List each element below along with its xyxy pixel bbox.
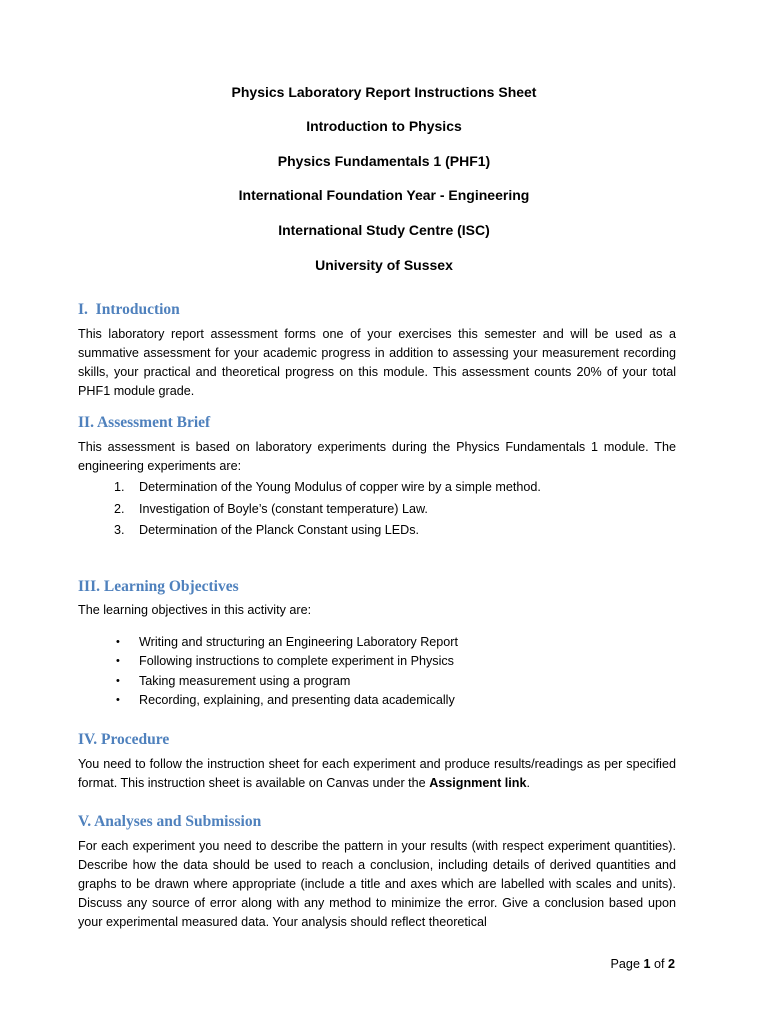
list-item bbox=[78, 691, 676, 710]
list-item bbox=[78, 652, 676, 671]
assessment-brief-paragraph: This assessment is based on laboratory experiments during the Physics Fundamentals 1 module. The engineering experiments are: bbox=[78, 440, 676, 474]
bullet-icon: • bbox=[116, 655, 120, 668]
centre-title: International Study Centre (ISC) bbox=[278, 222, 490, 238]
section-heading-learning-objectives bbox=[78, 577, 239, 597]
of-word: of bbox=[653, 957, 665, 971]
experiments-list bbox=[78, 477, 676, 542]
section-heading-assessment-brief bbox=[78, 413, 210, 433]
list-item bbox=[78, 633, 676, 652]
programme-title: International Foundation Year - Engineering bbox=[238, 187, 530, 203]
introduction-paragraph: This laboratory report assessment forms one of your exercises this semester and will be used as a summative assessment for your academic progress in addition to assessing your measurement recording skills, your practical and theoretical progress on this module. This assessment counts 20% of your total PHF1 module grade. bbox=[78, 327, 676, 399]
list-item-text: Determination of the Planck Constant using LEDs. bbox=[139, 523, 420, 537]
section-title: Assessment Brief bbox=[96, 414, 211, 431]
section-heading-introduction bbox=[78, 300, 180, 320]
section-title: Introduction bbox=[95, 301, 180, 318]
bullet-icon: • bbox=[116, 674, 120, 687]
total-pages: 2 bbox=[667, 957, 675, 971]
learning-objectives-intro: The learning objectives in this activity are: bbox=[78, 603, 312, 617]
list-item-text: Taking measurement using a program bbox=[139, 673, 351, 688]
section-title: Learning Objectives bbox=[103, 578, 239, 595]
section-number: II. bbox=[78, 414, 94, 431]
section-title: Analyses and Submission bbox=[94, 813, 262, 830]
list-number: 3. bbox=[114, 523, 125, 537]
list-item-text: Writing and structuring an Engineering Laboratory Report bbox=[139, 635, 458, 649]
list-item bbox=[78, 499, 676, 521]
document-title: Physics Laboratory Report Instructions Sheet bbox=[231, 84, 537, 100]
list-item bbox=[78, 672, 676, 691]
bullet-icon: • bbox=[116, 636, 120, 648]
procedure-paragraph bbox=[78, 755, 676, 793]
procedure-text: You need to follow the instruction sheet for each experiment and produce results/readings as per specified format. This instruction sheet is available on Canvas under the bbox=[78, 757, 676, 791]
page-word: Page bbox=[610, 957, 640, 971]
procedure-text-end: . bbox=[526, 776, 530, 791]
course-title: Introduction to Physics bbox=[306, 118, 462, 134]
list-number: 2. bbox=[114, 501, 125, 516]
list-item bbox=[78, 477, 676, 499]
section-title: Procedure bbox=[100, 731, 170, 748]
list-item-text: Determination of the Young Modulus of copper wire by a simple method. bbox=[139, 480, 541, 494]
analyses-paragraph: For each experiment you need to describe the pattern in your results (with respect experiment quantities). Describe how the data should be used to reach a conclusion, including details of derived quantities and graphs to be drawn where appropriate (include a title and axes which are labelled with scales and units). Discuss any source of error along with any method to minimize the error. Give a conclusion based upon your experimental measured data. Your analysis should reflect theoretical bbox=[78, 839, 676, 930]
objectives-list bbox=[78, 633, 676, 711]
section-number: V. bbox=[78, 813, 92, 830]
list-item-text: Investigation of Boyle’s (constant temperature) Law. bbox=[139, 501, 428, 516]
current-page: 1 bbox=[643, 957, 651, 971]
section-heading-analyses-submission bbox=[78, 812, 261, 832]
section-number: III. bbox=[78, 578, 100, 595]
module-title: Physics Fundamentals 1 (PHF1) bbox=[277, 153, 491, 169]
section-number: IV. bbox=[78, 731, 98, 748]
assignment-link-text: Assignment link bbox=[429, 776, 527, 791]
bullet-icon: • bbox=[116, 694, 120, 707]
list-number: 1. bbox=[114, 480, 125, 494]
list-item bbox=[78, 520, 676, 542]
list-item-text: Following instructions to complete experiment in Physics bbox=[139, 654, 454, 669]
university-title: University of Sussex bbox=[315, 257, 453, 273]
list-item-text: Recording, explaining, and presenting data academically bbox=[139, 693, 455, 708]
section-number: I. bbox=[78, 301, 88, 318]
section-heading-procedure bbox=[78, 730, 169, 750]
page-number bbox=[611, 955, 675, 973]
